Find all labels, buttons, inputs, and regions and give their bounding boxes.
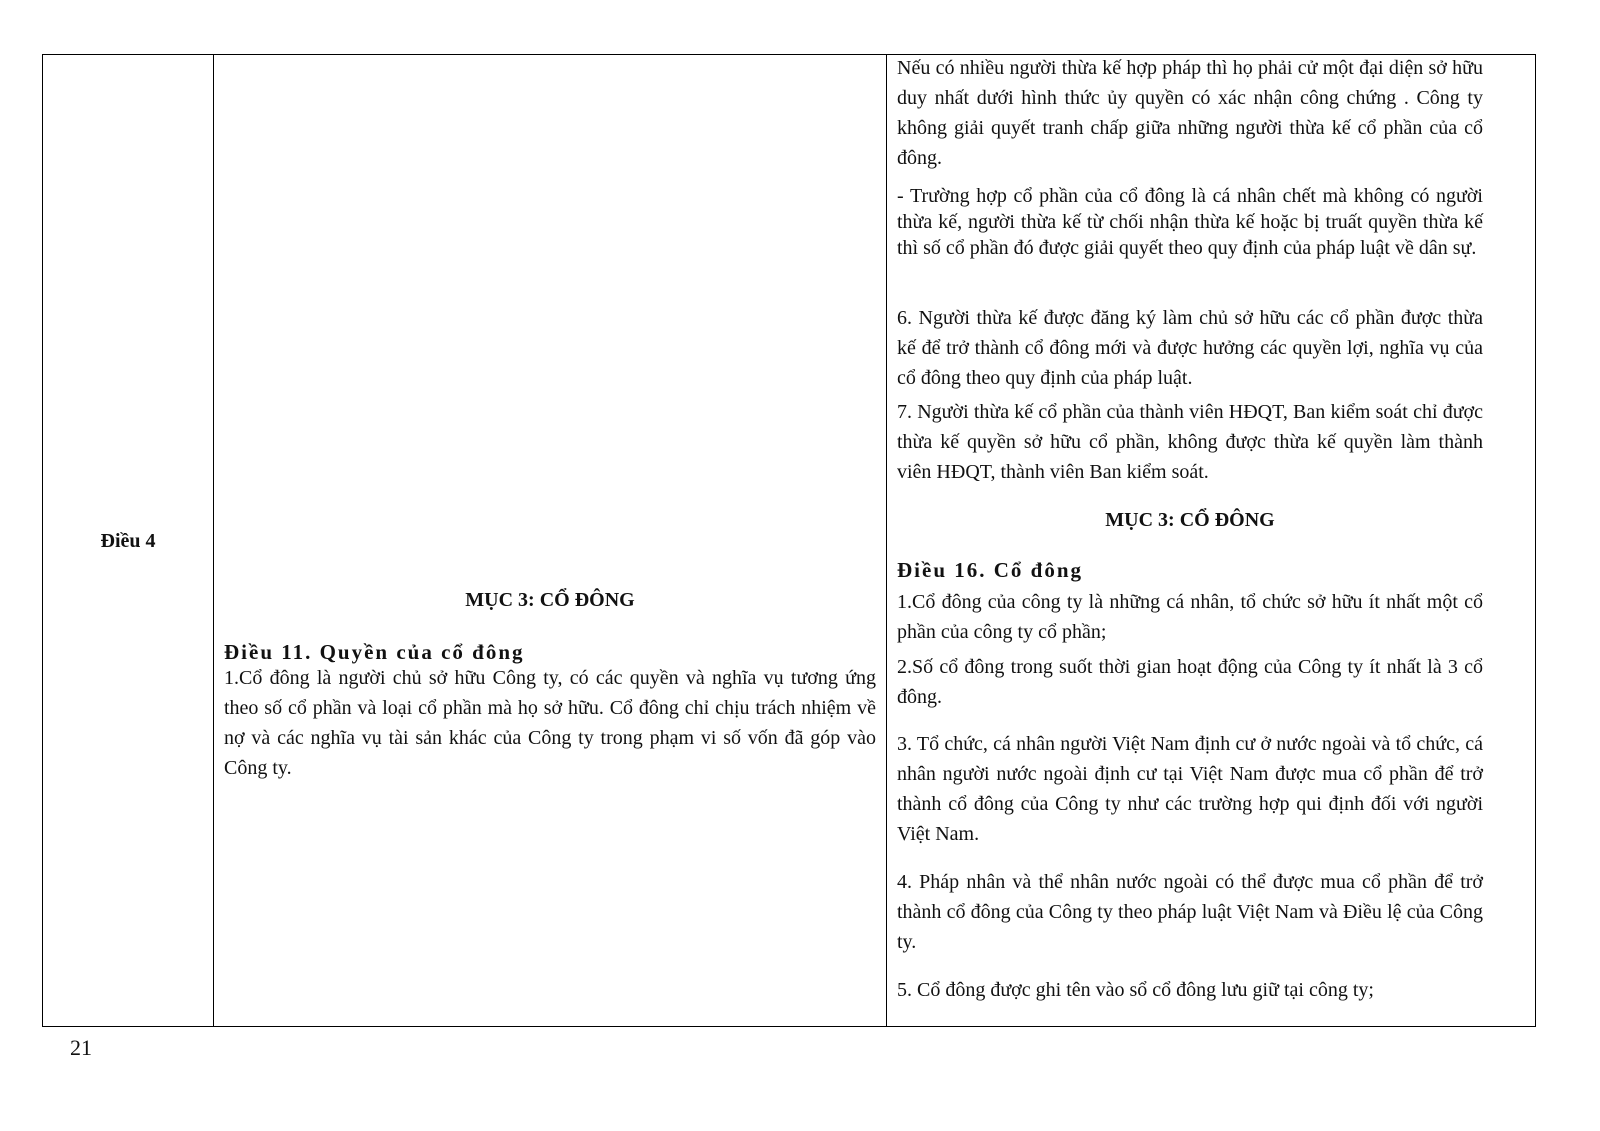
paragraph: 6. Người thừa kế được đăng ký làm chủ sở hữu các cổ phần được thừa kế để trở thành cổ đông mới và được hưởng các quyền lợi, nghĩa vụ của cổ đông theo quy định của pháp luật. — [897, 307, 1483, 389]
article-heading: Điều 16. Cổ đông — [897, 558, 1084, 582]
section-heading: MỤC 3: CỔ ĐÔNG — [465, 589, 635, 611]
paragraph: Nếu có nhiều người thừa kế hợp pháp thì họ phải cử một đại diện sở hữu duy nhất dưới hình thức ủy quyền có xác nhận công chứng . Công ty không giải quyết tranh chấp giữa những người thừa kế cổ phần của cổ đông. — [897, 57, 1483, 169]
section-heading: MỤC 3: CỔ ĐÔNG — [1105, 509, 1275, 531]
article-heading: Điều 11. Quyền của cổ đông — [224, 640, 525, 664]
list-item: 3. Tổ chức, cá nhân người Việt Nam định cư ở nước ngoài và tổ chức, cá nhân người nước ngoài định cư tại Việt Nam được mua cổ phần để trở thành cổ đông của Công ty như các trường hợp qui định đối với người Việt Nam. — [897, 733, 1483, 845]
comparison-table — [42, 54, 1536, 1027]
list-item: 1.Cổ đông của công ty là những cá nhân, tổ chức sở hữu ít nhất một cổ phần của công ty cổ phần; — [897, 591, 1483, 643]
paragraph: 1.Cổ đông là người chủ sở hữu Công ty, có các quyền và nghĩa vụ tương ứng theo số cổ phần và loại cổ phần mà họ sở hữu. Cổ đông chỉ chịu trách nhiệm về nợ và các nghĩa vụ tài sản khác của Công ty trong phạm vi số vốn đã góp vào Công ty. — [224, 667, 876, 779]
new-text-cell — [897, 55, 1495, 1026]
article-cell — [43, 55, 213, 1026]
paragraph: 7. Người thừa kế cổ phần của thành viên HĐQT, Ban kiểm soát chỉ được thừa kế quyền sở hữu cổ phần, không được thừa kế quyền làm thành viên HĐQT, thành viên Ban kiểm soát. — [897, 401, 1483, 483]
list-item: 2.Số cổ đông trong suốt thời gian hoạt động của Công ty ít nhất là 3 cổ đông. — [897, 656, 1483, 708]
old-text-cell — [214, 55, 886, 1026]
page-number: 21 — [70, 1035, 92, 1060]
article-label: Điều 4 — [100, 530, 156, 552]
paragraph: - Trường hợp cổ phần của cổ đông là cá nhân chết mà không có người thừa kế, người thừa kế từ chối nhận thừa kế hoặc bị truất quyền thừa kế thì số cổ phần đó được giải quyết theo quy định của pháp luật về dân sự. — [897, 185, 1483, 259]
list-item: 5. Cổ đông được ghi tên vào sổ cổ đông lưu giữ tại công ty; — [897, 979, 1374, 1001]
column-divider-2 — [886, 55, 887, 1026]
list-item: 4. Pháp nhân và thể nhân nước ngoài có thể được mua cổ phần để trở thành cổ đông của Công ty theo pháp luật Việt Nam và Điều lệ của Công ty. — [897, 871, 1483, 953]
